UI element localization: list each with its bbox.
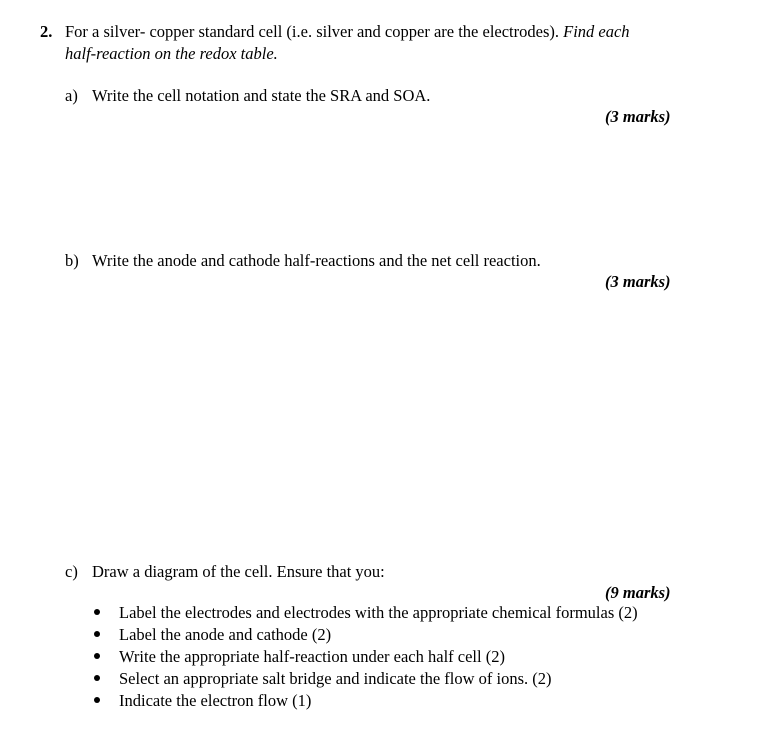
question-intro-italic-line2: half-reaction on the redox table.: [65, 44, 278, 63]
part-b-label: b): [65, 251, 79, 270]
question-intro-italic: Find each: [563, 22, 630, 41]
part-c-text: Draw a diagram of the cell. Ensure that you:: [92, 562, 385, 581]
bullet-icon: [94, 675, 100, 681]
part-b-marks: (3 marks): [605, 272, 671, 291]
question-number: 2.: [40, 22, 53, 41]
part-c-label: c): [65, 562, 78, 581]
bullet-icon: [94, 609, 100, 615]
part-c-marks: (9 marks): [605, 583, 671, 602]
bullet-item: Label the anode and cathode (2): [119, 625, 332, 644]
part-a-marks: (3 marks): [605, 107, 671, 126]
bullet-item: Indicate the electron flow (1): [119, 691, 312, 710]
bullet-icon: [94, 653, 100, 659]
question-intro: [65, 22, 630, 42]
bullet-item: Select an appropriate salt bridge and indicate the flow of ions. (2): [119, 669, 552, 688]
part-b-text: Write the anode and cathode half-reactions and the net cell reaction.: [92, 251, 541, 270]
bullet-item: Write the appropriate half-reaction under each half cell (2): [119, 647, 505, 666]
question-intro-text: For a silver- copper standard cell (i.e. silver and copper are the electrodes).: [65, 22, 559, 41]
bullet-item: Label the electrodes and electrodes with the appropriate chemical formulas (2): [119, 603, 638, 622]
bullet-icon: [94, 631, 100, 637]
part-a-label: a): [65, 86, 78, 105]
bullet-icon: [94, 697, 100, 703]
part-a-text: Write the cell notation and state the SRA and SOA.: [92, 86, 431, 105]
